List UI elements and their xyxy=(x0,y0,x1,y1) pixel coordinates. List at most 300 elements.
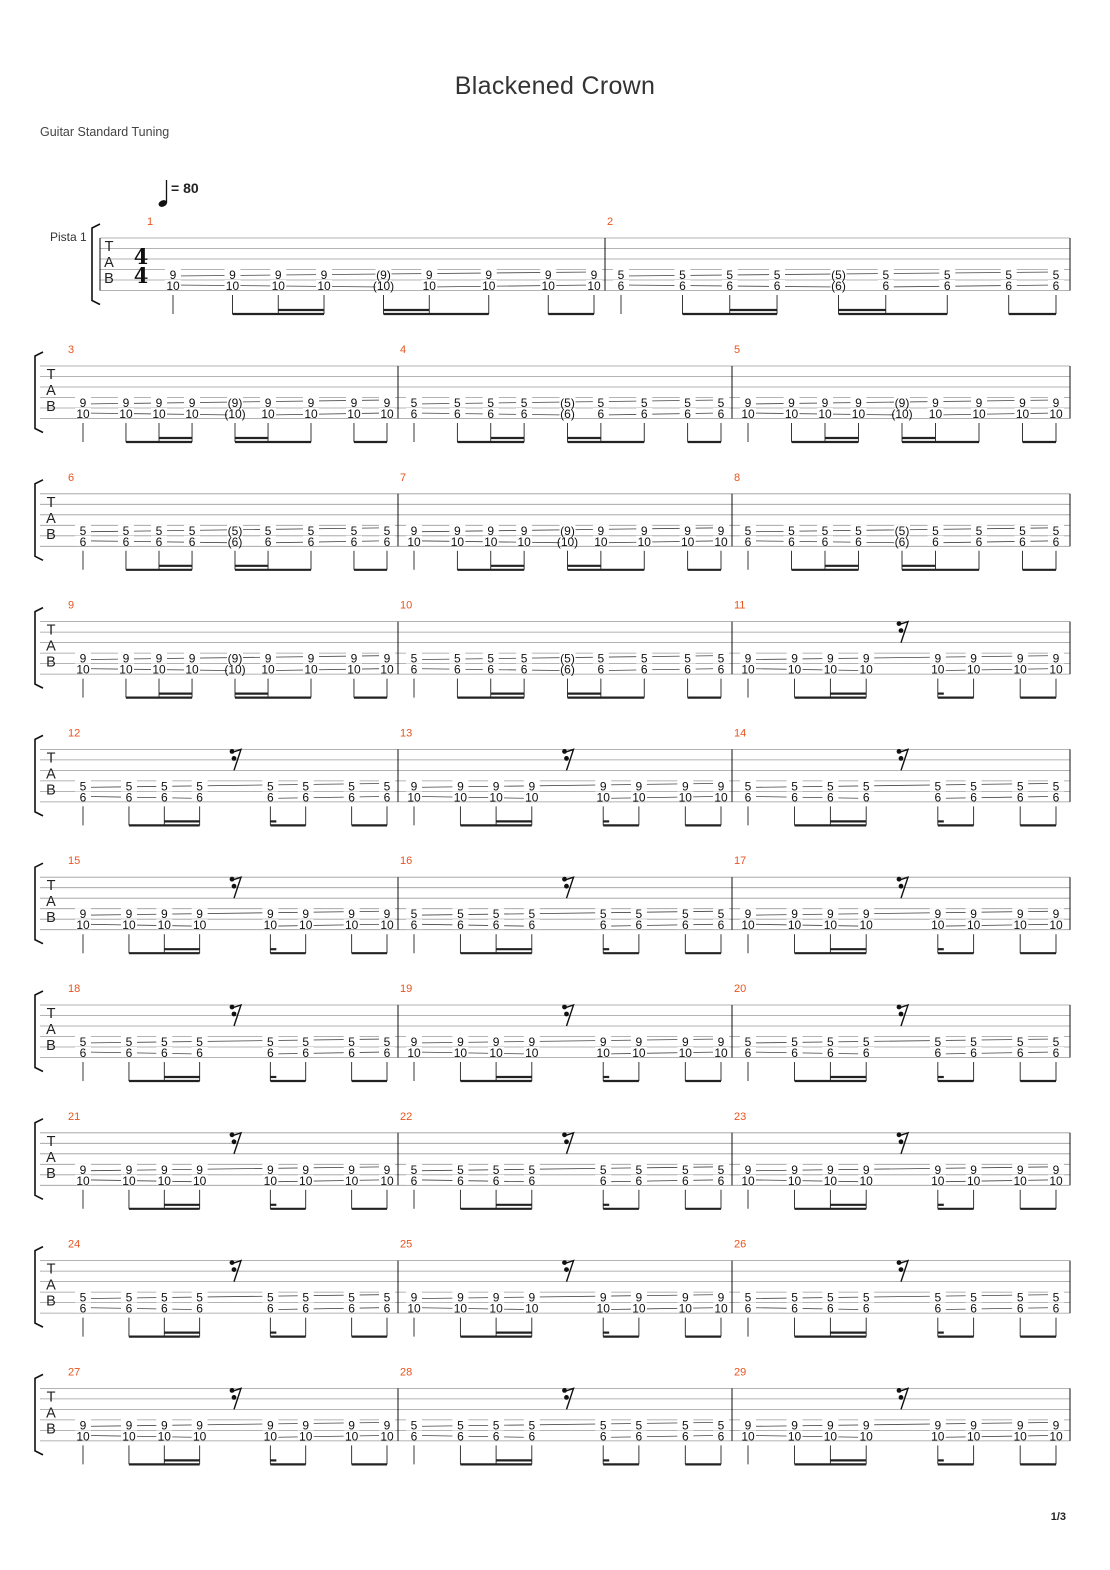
fret-number: 9 xyxy=(410,779,418,794)
fret-number: 6 xyxy=(1019,534,1026,549)
tab-clef-t: T xyxy=(46,1006,56,1022)
fret-number: 5 xyxy=(635,907,643,922)
fret-number: 10 xyxy=(453,1046,468,1060)
slide-line xyxy=(414,924,532,926)
fret-number: 9 xyxy=(350,396,358,410)
fret-number: 6 xyxy=(528,1173,536,1188)
fret-number: 6 xyxy=(410,662,418,677)
measure xyxy=(147,216,602,314)
fret-number: 9 xyxy=(862,1418,870,1433)
tab-clef-t: T xyxy=(46,1261,56,1278)
tab-system xyxy=(35,1239,1070,1337)
fret-number: 9 xyxy=(410,1290,418,1305)
fret-number: 5 xyxy=(717,1162,725,1177)
fret-number: 6 xyxy=(791,1301,798,1316)
fret-number: 10 xyxy=(594,534,608,549)
fret-number: 5 xyxy=(970,1035,977,1049)
slide-line xyxy=(268,413,387,415)
slide-line xyxy=(748,796,866,798)
fret-number: 5 xyxy=(487,396,495,410)
fret-number: 9 xyxy=(1019,396,1026,410)
fret-number: 9 xyxy=(155,396,163,410)
measure xyxy=(398,600,729,698)
fret-number: 10 xyxy=(119,662,133,677)
fret-number: 9 xyxy=(307,651,315,666)
fret-number: 6 xyxy=(528,1429,536,1444)
fret-number: 5 xyxy=(492,1418,500,1433)
slide-line xyxy=(603,1308,721,1310)
fret-number: 9 xyxy=(383,907,391,922)
fret-number: 10 xyxy=(859,918,873,933)
fret-number: 10 xyxy=(714,1046,728,1060)
tab-clef-a: A xyxy=(46,1149,56,1166)
fret-number: 10 xyxy=(152,662,166,677)
fret-number: 6 xyxy=(635,1173,643,1188)
fret-number: 6 xyxy=(1016,1046,1024,1060)
fret-number: 6 xyxy=(681,1173,689,1188)
fret-number: 9 xyxy=(934,1418,942,1433)
fret-number: (10) xyxy=(224,407,246,421)
slide-line xyxy=(83,796,200,798)
system-bracket xyxy=(35,480,43,561)
fret-number: 10 xyxy=(787,662,802,677)
fret-number: (6) xyxy=(560,407,575,421)
fret-number: 10 xyxy=(787,918,802,933)
tab-clef-a: A xyxy=(46,510,56,527)
fret-number: 10 xyxy=(1013,1429,1027,1444)
fret-number: 9 xyxy=(599,1290,607,1305)
fret-number: 10 xyxy=(489,1301,503,1316)
sixteenth-rest-dot xyxy=(564,1139,569,1144)
tempo-value: = 80 xyxy=(171,180,199,196)
fret-number: 6 xyxy=(1052,790,1060,805)
fret-number: (10) xyxy=(556,534,579,549)
slide-line xyxy=(748,1052,866,1054)
fret-number: 5 xyxy=(943,268,951,282)
fret-number: 9 xyxy=(1016,907,1024,922)
fret-number: 5 xyxy=(1052,268,1060,282)
fret-number: 6 xyxy=(125,790,133,805)
tab-clef-t: T xyxy=(46,1389,56,1406)
measure xyxy=(68,855,395,953)
fret-number: 5 xyxy=(487,651,495,666)
fret-number: 6 xyxy=(1005,279,1013,293)
fret-number: 9 xyxy=(934,907,942,922)
fret-number: 9 xyxy=(827,907,834,922)
slide-line xyxy=(414,1308,532,1310)
sixteenth-rest-dot xyxy=(564,756,569,761)
fret-number: 9 xyxy=(122,651,130,666)
measure xyxy=(398,855,729,953)
measure-number: 25 xyxy=(400,1238,413,1251)
tab-system xyxy=(35,472,1070,570)
measure xyxy=(605,216,1064,314)
measure-number: 22 xyxy=(400,1110,413,1123)
fret-number: 9 xyxy=(383,651,391,666)
fret-number: 9 xyxy=(457,779,464,794)
fret-number: (10) xyxy=(372,279,395,293)
fret-number: 6 xyxy=(597,407,605,421)
fret-number: 9 xyxy=(821,396,829,410)
fret-number: 5 xyxy=(410,396,418,410)
fret-number: 9 xyxy=(302,1162,310,1177)
fret-number: 6 xyxy=(410,1429,418,1444)
fret-number: 6 xyxy=(348,790,355,805)
fret-number: 10 xyxy=(859,1429,873,1444)
fret-number: 10 xyxy=(787,1429,802,1444)
fret-number: (5) xyxy=(831,268,846,282)
fret-number: 6 xyxy=(934,1301,942,1316)
sixteenth-rest-dot xyxy=(232,1139,237,1144)
fret-number: 5 xyxy=(348,779,355,794)
fret-number: 9 xyxy=(597,523,605,538)
sixteenth-rest-dot xyxy=(897,1260,902,1265)
sixteenth-rest-dot xyxy=(564,884,569,889)
fret-number: 5 xyxy=(454,396,461,410)
slide-line xyxy=(748,1308,866,1310)
fret-number: 9 xyxy=(348,907,355,922)
fret-number: 10 xyxy=(192,1429,207,1444)
fret-number: 9 xyxy=(79,907,87,922)
fret-number: 10 xyxy=(823,1429,838,1444)
fret-number: 10 xyxy=(317,279,331,293)
fret-number: 5 xyxy=(744,779,752,794)
fret-number: 10 xyxy=(407,534,421,549)
fret-number: 5 xyxy=(1052,779,1060,794)
fret-number: 5 xyxy=(679,268,686,282)
fret-number: 5 xyxy=(717,651,725,666)
fret-number: 6 xyxy=(635,1429,643,1444)
sixteenth-rest-dot xyxy=(564,1012,569,1017)
fret-number: 10 xyxy=(859,1173,873,1188)
fret-number: 10 xyxy=(525,790,539,805)
fret-number: 10 xyxy=(185,662,199,677)
fret-number: 10 xyxy=(859,662,873,677)
sixteenth-rest-dot xyxy=(897,1388,902,1393)
fret-number: 5 xyxy=(188,523,196,538)
tab-system xyxy=(35,983,1070,1081)
fret-number: 6 xyxy=(410,918,418,933)
fret-number: 10 xyxy=(299,1429,313,1444)
fret-number: 10 xyxy=(587,279,601,293)
fret-number: 5 xyxy=(348,1035,355,1049)
slide-line xyxy=(270,1180,387,1182)
measure-number: 11 xyxy=(734,599,746,612)
measure xyxy=(732,472,1064,570)
measure xyxy=(68,727,395,825)
measure xyxy=(68,1111,395,1209)
fret-number: 9 xyxy=(196,907,203,922)
measure-number: 13 xyxy=(400,727,413,740)
tab-clef-b: B xyxy=(104,271,114,287)
fret-number: 5 xyxy=(457,1162,464,1177)
fret-number: 9 xyxy=(264,651,272,666)
fret-number: 9 xyxy=(791,1418,798,1433)
fret-number: 5 xyxy=(827,1290,834,1305)
fret-number: 5 xyxy=(791,779,798,794)
fret-number: 6 xyxy=(125,1046,133,1060)
fret-number: 10 xyxy=(787,1173,802,1188)
fret-number: (10) xyxy=(224,662,246,677)
fret-number: 5 xyxy=(640,651,648,666)
measure-number: 15 xyxy=(68,855,81,868)
fret-number: 10 xyxy=(1049,918,1063,933)
fret-number: 10 xyxy=(1049,1173,1063,1188)
fret-number: 9 xyxy=(788,396,795,410)
tab-system xyxy=(35,727,1070,825)
fret-number: 10 xyxy=(966,662,981,677)
fret-number: 5 xyxy=(1016,1290,1024,1305)
fret-number: 9 xyxy=(744,907,752,922)
measure-number: 1 xyxy=(147,216,154,228)
fret-number: 9 xyxy=(590,268,598,282)
sixteenth-rest-dot xyxy=(897,877,902,882)
slide-line xyxy=(270,924,387,926)
fret-number: 9 xyxy=(681,1035,689,1049)
fret-number: 10 xyxy=(482,279,496,293)
slide-line xyxy=(603,1435,721,1437)
measure xyxy=(398,1111,729,1209)
fret-number: 9 xyxy=(970,1418,977,1433)
slide-line xyxy=(938,924,1056,926)
fret-number: 10 xyxy=(380,1429,394,1444)
fret-number: 5 xyxy=(597,651,605,666)
measure xyxy=(398,344,729,442)
fret-number: 10 xyxy=(851,407,866,421)
fret-number: 6 xyxy=(457,918,464,933)
fret-number: 5 xyxy=(640,396,648,410)
fret-number: 5 xyxy=(635,1418,643,1433)
fret-number: 6 xyxy=(791,790,798,805)
fret-number: 5 xyxy=(597,396,605,410)
fret-number: 6 xyxy=(520,407,528,421)
fret-number: 6 xyxy=(943,279,951,293)
system-bracket xyxy=(35,608,43,689)
fret-number: 10 xyxy=(596,1046,610,1060)
fret-number: 6 xyxy=(684,662,691,677)
fret-number: 5 xyxy=(744,1035,752,1049)
fret-number: 6 xyxy=(640,662,648,677)
fret-number: 6 xyxy=(862,1046,870,1060)
fret-number: 10 xyxy=(714,1301,728,1316)
fret-number: 9 xyxy=(862,651,870,666)
fret-number: 5 xyxy=(302,1035,310,1049)
fret-number: 10 xyxy=(741,1173,755,1188)
fret-number: 5 xyxy=(1052,1035,1060,1049)
slide-line xyxy=(935,413,1056,415)
fret-number: 6 xyxy=(679,279,686,293)
fret-number: 10 xyxy=(422,279,436,293)
fret-number: 6 xyxy=(862,1301,870,1316)
fret-number: 6 xyxy=(788,534,795,549)
fret-number: 9 xyxy=(188,396,196,410)
measure xyxy=(68,344,395,442)
fret-number: 9 xyxy=(160,1162,168,1177)
fret-number: 10 xyxy=(680,534,695,549)
measure xyxy=(68,983,395,1081)
fret-number: 10 xyxy=(450,534,465,549)
measure xyxy=(68,472,395,570)
tab-system xyxy=(92,216,1070,314)
fret-number: 5 xyxy=(457,1418,464,1433)
measure xyxy=(732,983,1064,1081)
fret-number: 9 xyxy=(485,268,493,282)
fret-number: 9 xyxy=(528,1035,536,1049)
slide-line xyxy=(83,924,200,926)
fret-number: 6 xyxy=(599,918,607,933)
slide-line xyxy=(938,1180,1056,1182)
fret-number: 5 xyxy=(791,1290,798,1305)
fret-number: 9 xyxy=(1052,907,1060,922)
tab-clef-a: A xyxy=(46,1405,56,1422)
fret-number: 5 xyxy=(934,1290,942,1305)
fret-number: 6 xyxy=(264,534,272,549)
fret-number: 6 xyxy=(932,534,939,549)
fret-number: 10 xyxy=(119,407,133,421)
fret-number: 6 xyxy=(862,790,870,805)
fret-number: 9 xyxy=(744,651,752,666)
fret-number: 9 xyxy=(160,907,168,922)
fret-number: 5 xyxy=(827,779,834,794)
measure xyxy=(68,600,395,698)
fret-number: 5 xyxy=(684,396,691,410)
tab-system xyxy=(35,1366,1070,1464)
fret-number: 10 xyxy=(122,1173,136,1188)
fret-number: 6 xyxy=(827,1046,834,1060)
fret-number: 5 xyxy=(970,1290,977,1305)
fret-number: 9 xyxy=(410,523,418,538)
sixteenth-rest-dot xyxy=(564,1395,569,1400)
fret-number: 5 xyxy=(528,1418,536,1433)
fret-number: 5 xyxy=(934,1035,942,1049)
slide-line xyxy=(603,1180,721,1182)
system-bracket xyxy=(35,991,43,1072)
tab-clef-t: T xyxy=(104,239,114,255)
fret-number: 5 xyxy=(599,907,607,922)
fret-number: 10 xyxy=(1015,407,1030,421)
slide-line xyxy=(748,1180,866,1182)
fret-number: 6 xyxy=(520,662,528,677)
fret-number: 5 xyxy=(681,907,689,922)
system-bracket xyxy=(35,1374,43,1455)
fret-number: 10 xyxy=(347,662,361,677)
tab-clef-t: T xyxy=(46,750,56,767)
slide-line xyxy=(83,1435,200,1437)
fret-number: 6 xyxy=(454,407,461,421)
tab-system xyxy=(35,855,1070,953)
fret-number: 10 xyxy=(678,790,692,805)
fret-number: 6 xyxy=(196,1046,203,1060)
sixteenth-rest-dot xyxy=(562,1260,567,1265)
fret-number: 9 xyxy=(188,651,196,666)
fret-number: 5 xyxy=(855,523,862,538)
sixteenth-rest-dot xyxy=(899,628,904,633)
sixteenth-rest-dot xyxy=(232,1267,237,1272)
fret-number: 6 xyxy=(599,1173,607,1188)
fret-number: 10 xyxy=(453,1301,468,1316)
fret-number: 5 xyxy=(1016,1035,1024,1049)
fret-number: 10 xyxy=(517,534,531,549)
score-title: Blackened Crown xyxy=(454,72,656,100)
fret-number: 10 xyxy=(823,918,838,933)
measure xyxy=(398,727,729,825)
fret-number: 6 xyxy=(744,790,752,805)
measure-number: 10 xyxy=(400,599,413,612)
slide-line xyxy=(748,669,866,671)
fret-number: 9 xyxy=(350,651,358,666)
slide-line xyxy=(601,413,721,415)
system-bracket xyxy=(35,1119,43,1200)
fret-number: 9 xyxy=(79,1162,87,1177)
sixteenth-rest-dot xyxy=(897,1005,902,1010)
fret-number: 9 xyxy=(862,907,870,922)
fret-number: 5 xyxy=(717,396,725,410)
fret-number: 6 xyxy=(791,1046,798,1060)
fret-number: 10 xyxy=(678,1301,692,1316)
tab-clef-t: T xyxy=(46,367,56,383)
fret-number: 5 xyxy=(267,1035,274,1049)
tab-clef-a: A xyxy=(46,383,56,399)
sixteenth-rest-dot xyxy=(230,749,235,754)
fret-number: 5 xyxy=(410,651,418,666)
fret-number: 5 xyxy=(726,268,734,282)
fret-number: 9 xyxy=(1052,651,1060,666)
fret-number: 10 xyxy=(76,1173,90,1188)
sixteenth-rest-dot xyxy=(899,1012,904,1017)
slide-line xyxy=(938,796,1056,798)
fret-number: 9 xyxy=(544,268,552,282)
fret-number: 5 xyxy=(862,779,870,794)
fret-number: 10 xyxy=(966,1173,981,1188)
measure xyxy=(732,1366,1064,1464)
fret-number: 5 xyxy=(791,1035,798,1049)
fret-number: 5 xyxy=(457,907,464,922)
slide-line xyxy=(938,669,1056,671)
measure-number: 5 xyxy=(734,344,741,356)
fret-number: 6 xyxy=(348,1046,355,1060)
fret-number: 9 xyxy=(320,268,328,282)
fret-number: 10 xyxy=(344,1173,359,1188)
fret-number: 9 xyxy=(520,523,528,538)
fret-number: 9 xyxy=(635,1290,643,1305)
fret-number: 9 xyxy=(125,1418,133,1433)
fret-number: 10 xyxy=(632,1046,646,1060)
fret-number: 10 xyxy=(741,662,755,677)
slide-line xyxy=(268,541,387,543)
measure xyxy=(398,1239,729,1337)
sixteenth-rest-dot xyxy=(564,1267,569,1272)
tab-clef-b: B xyxy=(46,1165,56,1182)
track-name: Pista 1 xyxy=(50,230,87,244)
fret-number: 10 xyxy=(741,918,755,933)
fret-number: 9 xyxy=(274,268,282,282)
fret-number: 5 xyxy=(520,396,528,410)
fret-number: 9 xyxy=(744,396,752,410)
fret-number: 9 xyxy=(454,523,461,538)
fret-number: 10 xyxy=(823,662,838,677)
measure-number: 17 xyxy=(734,855,747,868)
fret-number: 6 xyxy=(302,1046,310,1060)
measure-number: 21 xyxy=(68,1110,81,1123)
fret-number: 5 xyxy=(160,1035,168,1049)
fret-number: 6 xyxy=(487,407,495,421)
fret-number: 9 xyxy=(717,1035,725,1049)
slide-line xyxy=(938,1052,1056,1054)
slide-line xyxy=(886,285,1056,287)
fret-number: 5 xyxy=(599,1162,607,1177)
fret-number: 9 xyxy=(681,1290,689,1305)
fret-number: 9 xyxy=(457,1035,464,1049)
